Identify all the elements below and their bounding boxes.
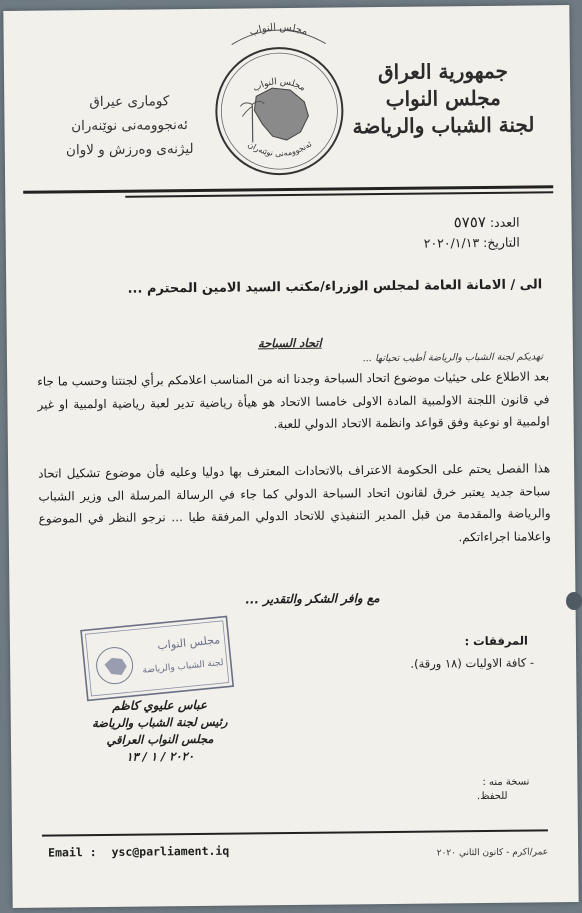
footer-email xyxy=(48,844,229,860)
header-arabic-line-1: جمهورية العراق xyxy=(377,58,508,85)
signatory-org: مجلس النواب العراقي xyxy=(106,731,214,747)
seal-top-arc xyxy=(223,18,333,47)
header-arabic-line-2: مجلس النواب xyxy=(385,85,501,111)
footer-rule xyxy=(42,829,548,836)
svg-text:ئەنجوومەنی نوێنەران xyxy=(246,139,313,158)
closing: مع وافر الشكر والتقدير ... xyxy=(245,591,380,607)
seal-top-text: مجلس النواب xyxy=(248,21,310,39)
seal-inner-bottom: ئەنجوومەنی نوێنەران xyxy=(246,139,314,159)
email-link[interactable]: ysc@parliament.iq xyxy=(111,843,230,859)
header-rule-thin xyxy=(125,191,553,197)
header-kurdish xyxy=(54,89,205,163)
header-kurdish-line-3: لیژنەی وەرزش و لاوان xyxy=(65,141,194,159)
header-arabic-line-3: لجنة الشباب والرياضة xyxy=(352,112,535,139)
copy-to-item: للحفظ. xyxy=(476,790,508,803)
ref-number-value: ٥٧٥٧ xyxy=(453,212,487,232)
email-label: Email : xyxy=(48,845,97,860)
committee-stamp-icon xyxy=(78,615,237,703)
signatory-title: رئيس لجنة الشباب والرياضة xyxy=(91,714,228,731)
signature-date: ٢٠٢٠ / ١ / ١٣ xyxy=(126,749,195,764)
body-paragraph-2: هذا الفصل يحتم على الحكومة الاعتراف بالاتحادات المعترف بها دوليا وعليه فأن موضوع تشكيل اتحاد سباحة جديد يعتبر خرق لقانون اتحاد السباحة الدولي كما جاء في الرسالة المرسلة الى وزير الشباب والرياضة والمقدمة من قبل المدير التنفيذي للاتحاد الدولي المرفقة طيا ... نرجو النظر في الموضوع واعلامنا اجراءاتكم. xyxy=(38,461,551,544)
stamp-line-2: لجنة الشباب والرياضة xyxy=(142,657,225,676)
ref-number-label: العدد: xyxy=(489,214,520,230)
greeting: تهديكم لجنة الشباب والرياضة أطيب تحياتها ... xyxy=(362,351,544,365)
header-arabic xyxy=(338,57,549,140)
attachments-label: المرفقات : xyxy=(464,633,529,649)
footer-note: عمر/اكرم - كانون الثاني ٢٠٢٠ xyxy=(436,847,549,859)
attachment-item: - كافة الاوليات (١٨ ورقة). xyxy=(410,655,535,671)
seal-inner-top: مجلس النواب xyxy=(251,76,307,95)
ref-date-value: ٢٠٢٠/١/١٣ xyxy=(423,235,480,251)
reference-block xyxy=(359,212,519,255)
binder-hole xyxy=(566,592,582,610)
svg-text:مجلس النواب xyxy=(248,22,309,39)
signature-block xyxy=(75,697,246,767)
body-paragraph-1: بعد الاطلاع على حيثيات موضوع اتحاد السباحة وجدنا انه من المناسب اعلامكم برأي لجنتنا وحسب ما جاء في قانون اللجنة الاولمبية المادة الاولى خامسا الاتحاد هو هيأة رياضية تدير لعبة رياضية اولمبية او غير اولمبية او نوعية وفق قواعد وانظمة الاتحاد الدولي للعبة. xyxy=(37,369,550,432)
signatory-name: عباس عليوي كاظم xyxy=(112,697,208,713)
ref-date-label: التاريخ: xyxy=(483,234,520,250)
document-page xyxy=(3,5,578,908)
header-kurdish-line-2: ئەنجوومەنی نوێنەران xyxy=(71,117,188,135)
subject: اتحاد السباحة xyxy=(257,335,322,351)
copy-to-label: نسخة منه : xyxy=(482,776,530,789)
copy-to-block xyxy=(477,776,530,805)
addressee: الى / الامانة العامة لمجلس الوزراء/مكتب السيد الامين المحترم ... xyxy=(127,277,543,297)
stamp-line-1: مجلس النواب xyxy=(156,633,221,653)
parliament-seal-icon xyxy=(212,43,347,178)
header-kurdish-line-1: كوماری عیراق xyxy=(89,93,170,111)
